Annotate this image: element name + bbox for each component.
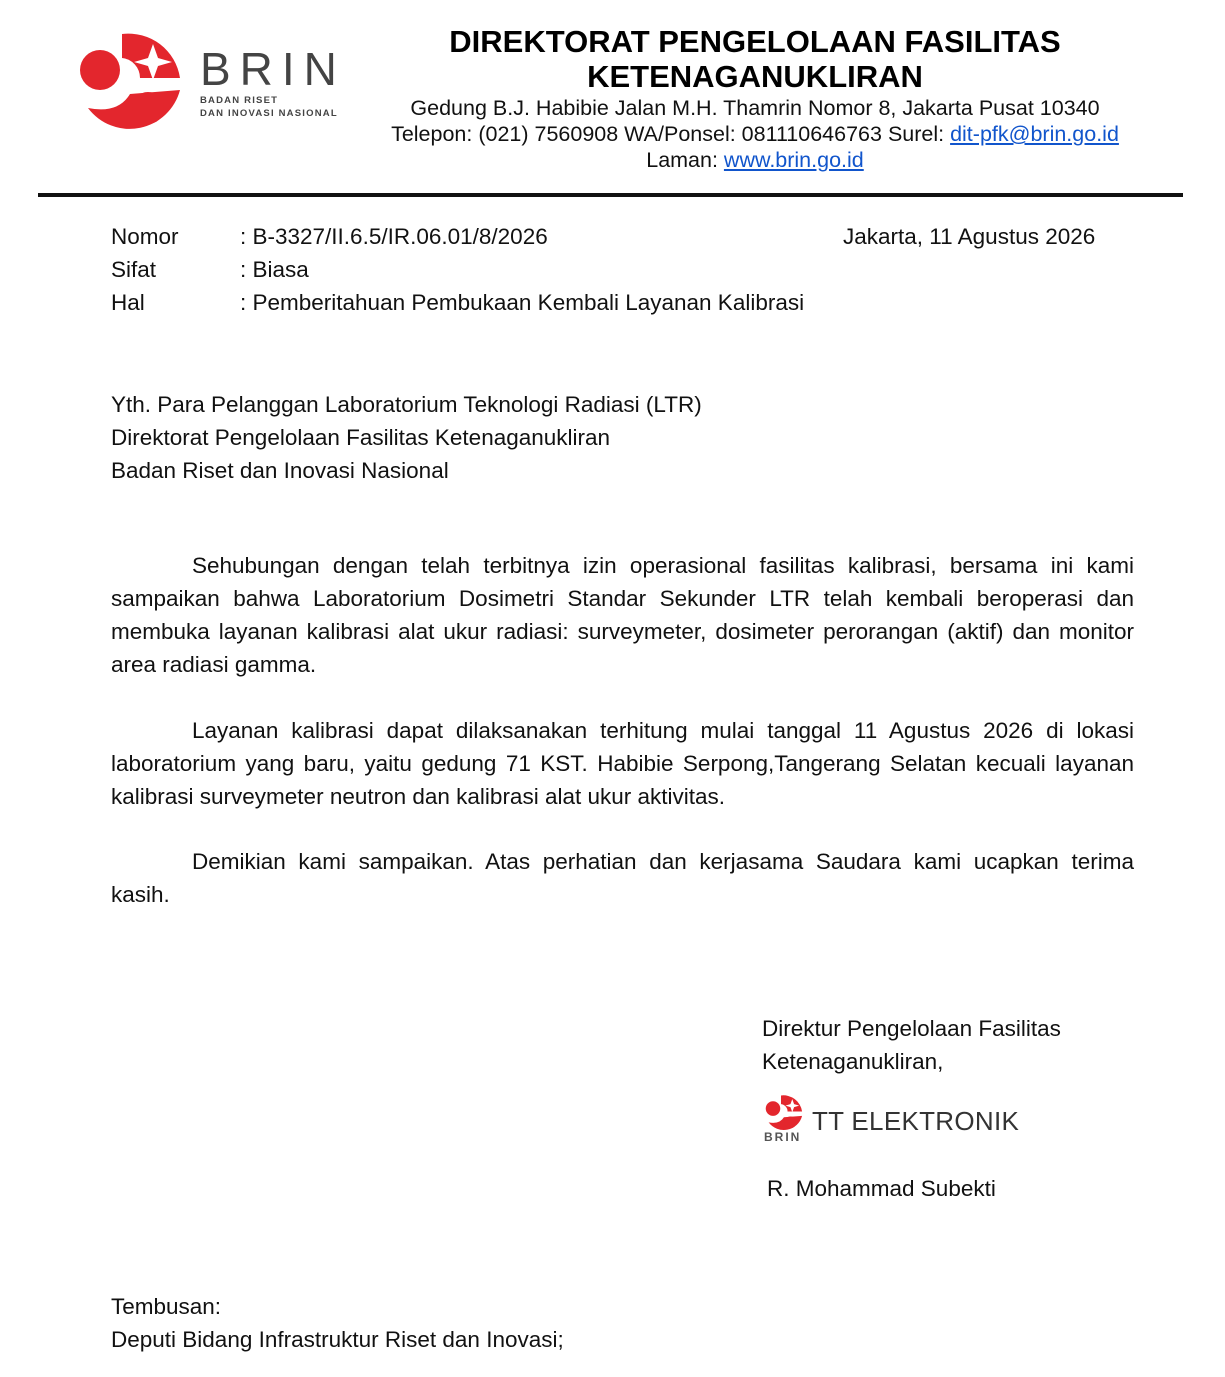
electronic-signature-stamp bbox=[764, 1094, 1024, 1158]
logo-wordmark: BRIN bbox=[200, 43, 346, 95]
body-paragraph-3: Demikian kami sampaikan. Atas perhatian dan kerjasama Saudara kami ucapkan terima kasih. bbox=[111, 849, 1134, 907]
sifat-label: Sifat bbox=[111, 257, 157, 282]
body-paragraph-1: Sehubungan dengan telah terbitnya izin operasional fasilitas kalibrasi, bersama ini kami sampaikan bahwa Laboratorium Dosimetri Standar Sekunder LTR telah kembali beroperasi dan membuka layanan kalibrasi alat ukur radiasi: surveymeter, dosimeter perorangan (aktif) dan monitor area radiasi gamma. bbox=[111, 553, 1134, 677]
nomor-value: : B-3327/II.6.5/IR.06.01/8/2026 bbox=[240, 224, 548, 249]
brin-logo bbox=[78, 30, 358, 140]
recipient-block bbox=[111, 388, 702, 487]
letterhead-address: Gedung B.J. Habibie Jalan M.H. Thamrin Nomor 8, Jakarta Pusat 10340 bbox=[410, 96, 1100, 120]
stamp-text: TT ELEKTRONIK bbox=[812, 1106, 1020, 1136]
stamp-brin-text: BRIN bbox=[764, 1130, 802, 1144]
recipient-line3: Badan Riset dan Inovasi Nasional bbox=[111, 458, 449, 483]
logo-subtitle-line1: BADAN RISET bbox=[200, 95, 279, 106]
logo-subtitle-line2: DAN INOVASI NASIONAL bbox=[200, 108, 338, 119]
title-line1: DIREKTORAT PENGELOLAAN FASILITAS bbox=[449, 24, 1061, 59]
body-paragraph-2: Layanan kalibrasi dapat dilaksanakan terhitung mulai tanggal 11 Agustus 2026 di lokasi laboratorium yang baru, yaitu gedung 71 KST. Habibie Serpong,Tangerang Selatan kecuali layanan kalibrasi surveymeter neutron dan kalibrasi alat ukur aktivitas. bbox=[111, 718, 1134, 809]
letter-date: Jakarta, 11 Agustus 2026 bbox=[843, 224, 1096, 249]
letterhead-web bbox=[355, 147, 1155, 173]
title-line2: KETENAGANUKLIRAN bbox=[587, 59, 923, 94]
recipient-line1: Yth. Para Pelanggan Laboratorium Teknologi Radiasi (LTR) bbox=[111, 392, 702, 417]
header-divider bbox=[38, 193, 1183, 197]
brin-stamp-icon bbox=[764, 1094, 806, 1134]
cc-block bbox=[111, 1290, 564, 1356]
hal-value: : Pemberitahuan Pembukaan Kembali Layanan Kalibrasi bbox=[240, 290, 805, 315]
nomor-label: Nomor bbox=[111, 224, 179, 249]
letterhead-title bbox=[385, 24, 1125, 94]
cc-label: Tembusan: bbox=[111, 1294, 222, 1319]
web-label: Laman: bbox=[646, 148, 724, 172]
letterhead-contact bbox=[355, 121, 1155, 147]
hal-label: Hal bbox=[111, 290, 145, 315]
email-link[interactable]: dit-pfk@brin.go.id bbox=[950, 122, 1119, 146]
sifat-value: : Biasa bbox=[240, 257, 309, 282]
signature-title bbox=[762, 1012, 1061, 1078]
signer-name: R. Mohammad Subekti bbox=[767, 1176, 996, 1201]
phone-text: Telepon: (021) 7560908 WA/Ponsel: 081110646763 Surel: bbox=[391, 122, 951, 146]
signature-title-line1: Direktur Pengelolaan Fasilitas bbox=[762, 1016, 1061, 1041]
website-link[interactable]: www.brin.go.id bbox=[723, 148, 864, 172]
brin-emblem-icon bbox=[78, 30, 188, 140]
signature-title-line2: Ketenaganukliran, bbox=[762, 1049, 944, 1074]
logo-subtitle bbox=[200, 94, 338, 120]
recipient-line2: Direktorat Pengelolaan Fasilitas Ketenaganukliran bbox=[111, 425, 611, 450]
cc-item: Deputi Bidang Infrastruktur Riset dan Inovasi; bbox=[111, 1327, 564, 1352]
